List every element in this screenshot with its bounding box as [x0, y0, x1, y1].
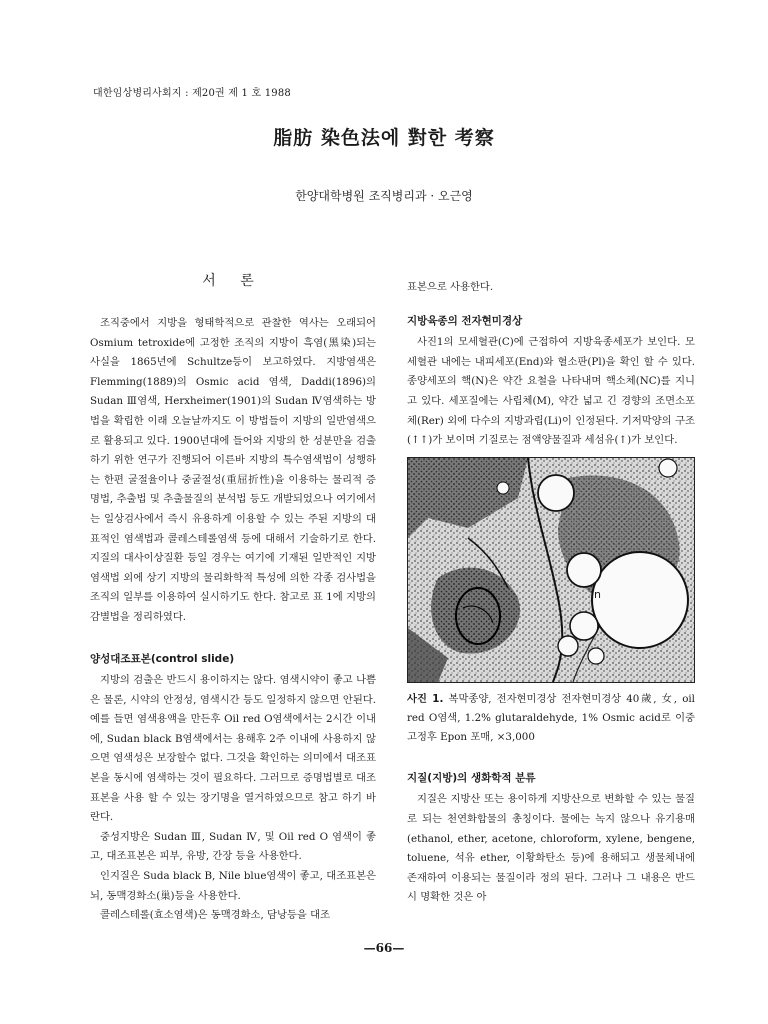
- caption-text: 복막종양, 전자현미경상 전자현미경상 40歲, 女, oil red O염색, 1.2% glutaraldehyde, 1% Osmic acid로 이중고정후 Epon 포매, ×3,000: [407, 692, 695, 743]
- em-paragraph: 사진1의 모세혈관(C)에 근접하여 지방육종세포가 보인다. 모세혈관 내에는 내피세포(End)와 혈소판(Pl)을 확인 할 수 있다. 종양세포의 핵(N)은 약간 요철을 나타내며 핵소체(NC)를 지니고 있다. 세포질에는 사립체(M), 약간 넓고 긴 경향의 조면소포체(Rer) 외에 다수의 지방과립(Li)이 인정된다. 기저막양의 구조(↑↑)가 보이며 기질로는 점액양물질과 세섬유(↑)가 보인다.: [407, 336, 695, 447]
- lipid-paragraph: 지질은 지방산 또는 용이하게 지방산으로 변화할 수 있는 물질로 되는 천연화합물의 총칭이다. 물에는 녹지 않으나 유기용매(ethanol, ether, acetone, chloroform, xylene, bengene, toluene, 석유 ether, 이황화탄소 등)에 용해되고 생물체내에 존재하여 이용되는 물질이라 정의 된다. 그러나 그 내용은 반드시 명확한 것은 아: [407, 793, 695, 904]
- continued-text: 표본으로 사용한다.: [407, 281, 494, 293]
- subheading-control-slide: 양성대조표본(control slide): [90, 652, 235, 665]
- figure-label-n: n: [594, 587, 601, 601]
- journal-citation: 대한임상병리사회지 : 제20권 제 1 호 1988: [93, 88, 291, 99]
- micrograph-image: [408, 458, 694, 682]
- page-number: —66—: [363, 941, 405, 955]
- control-paragraph-2: 중성지방은 Sudan Ⅲ, Sudan Ⅳ, 및 Oil red O 염색이 좋고, 대조표본은 피부, 유방, 간장 등을 사용한다.: [90, 830, 376, 863]
- electron-micrograph-figure: [407, 457, 695, 683]
- control-paragraph-4: 콜레스테롤(효소염색)은 동맥경화소, 담낭등을 대조: [100, 909, 331, 922]
- caption-label: 사진 1.: [407, 692, 444, 705]
- figure-caption: [407, 690, 695, 747]
- section-heading-introduction: 서 론: [202, 273, 264, 289]
- right-column: [407, 278, 695, 908]
- article-authors: 한양대학병원 조직병리과 · 오근영: [295, 189, 473, 203]
- control-paragraph-1: 지방의 검출은 반드시 용이하지는 않다. 염색시약이 좋고 나쁨은 물론, 시약의 안정성, 염색시간 등도 일정하지 않으면 안된다. 예를 들면 염색용액을 만든후 Oil red O염색에서는 2시간 이내에, Sudan black B염색에서는 용해후 2주 이내에 사용하지 않으면 염색성은 보장할수 없다. 그것을 확인하는 의미에서 대조표본을 동시에 염색하는 것이 필요하다. 그러므로 증명법별로 대조표본을 사용 할 수 있는 장기명을 열거하였으므로 참고 하기 바란다.: [90, 674, 376, 824]
- intro-paragraph: 조직중에서 지방을 형태학적으로 관찰한 역사는 오래되어 Osmium tetroxide에 고정한 조직의 지방이 흑염(黑染)되는 사실을 1865년에 Schultze등이 보고하였다. 지방염색은 Flemming(1889)의 Osmic acid 염색, Daddi(1896)의 Sudan Ⅲ염색, Herxheimer(1901)의 Sudan Ⅳ염색하는 방법을 확립한 이래 오늘날까지도 이 방법들이 지방의 일반염색으로 활용되고 있다. 1900년대에 들어와 지방의 한 성분만을 검출하기 위한 연구가 진행되어 이른바 지방의 특수염색법이 성행하는 한편 굴절율이나 중굴절성(重屈折性)을 이용하는 물리적 증명법, 추출법 및 추출물질의 분석법 등도 개발되었으나 여기에서는 일상검사에서 즉시 유용하게 이용할 수 있는 주된 지방의 대표적인 염색법과 콜레스테롤염색 등에 대해서 기술하기로 한다. 지질의 대사이상질환 등일 경우는 여기에 기재된 일반적인 지방염색법 외에 상기 지방의 물리화학적 특성에 의한 각종 검사법을 조직의 일부를 이용하여 실시하기도 한다. 참고로 표 1에 지방의 감별법을 정리하였다.: [90, 317, 376, 623]
- subheading-electron-microscopy: 지방육종의 전자현미경상: [407, 314, 523, 327]
- subheading-lipid-classification: 지질(지방)의 생화학적 분류: [407, 771, 536, 784]
- control-paragraph-3: 인지질은 Suda black B, Nile blue염색이 좋고, 대조표본은 뇌, 동맥경화소(巢)등을 사용한다.: [90, 870, 376, 902]
- left-column: [90, 272, 376, 926]
- article-title: 脂肪 染色法에 對한 考察: [273, 127, 495, 149]
